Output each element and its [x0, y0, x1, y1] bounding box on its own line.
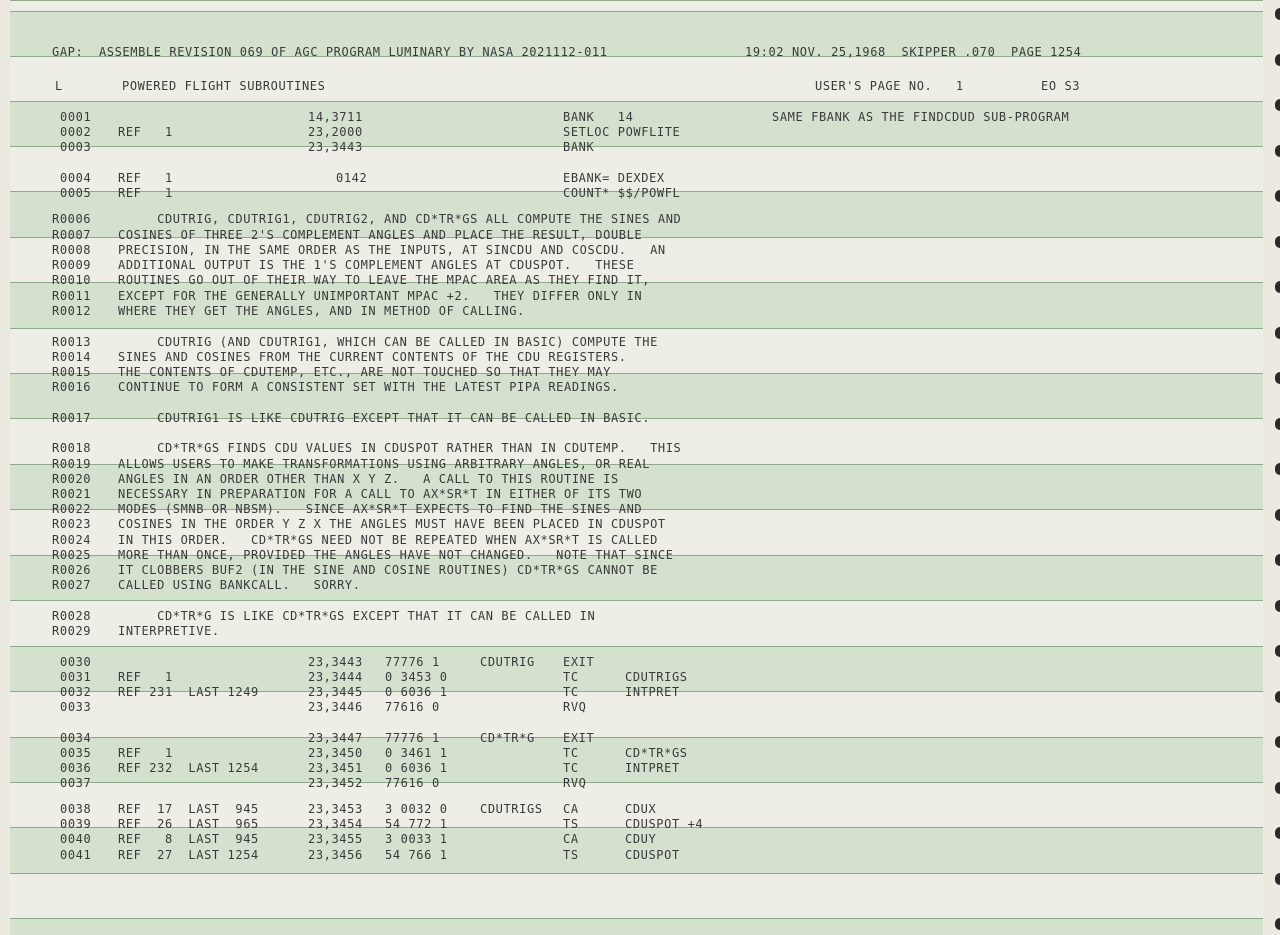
line-addr: 23,3445 — [308, 685, 363, 699]
band-rule — [10, 646, 1263, 647]
remark-line — [0, 335, 1280, 350]
line-word: 54 766 1 — [385, 848, 448, 862]
line-word: 77616 0 — [385, 700, 440, 714]
line-word: 77616 0 — [385, 776, 440, 790]
line-text: CD*TR*GS FINDS CDU VALUES IN CDUSPOT RATHER THAN IN CDUTEMP. THIS — [118, 441, 682, 455]
listing-marker: L — [55, 79, 63, 93]
line-word: 77776 1 — [385, 655, 440, 669]
remark-line — [0, 350, 1280, 365]
remark-line — [0, 365, 1280, 380]
line-num: R0009 — [52, 258, 92, 272]
line-text: MORE THAN ONCE, PROVIDED THE ANGLES HAVE NOT CHANGED. NOTE THAT SINCE — [118, 548, 674, 562]
line-text: IN THIS ORDER. CD*TR*GS NEED NOT BE REPEATED WHEN AX*SR*T IS CALLED — [118, 533, 658, 547]
line-word: 3 0032 0 — [385, 802, 448, 816]
line-addr: 23,3446 — [308, 700, 363, 714]
feed-hole — [1275, 873, 1280, 885]
header-left: GAP: ASSEMBLE REVISION 069 OF AGC PROGRAM LUMINARY BY NASA 2021112-011 — [52, 45, 608, 59]
remark-line — [0, 289, 1280, 304]
line-num: R0011 — [52, 289, 92, 303]
line-text: IT CLOBBERS BUF2 (IN THE SINE AND COSINE ROUTINES) CD*TR*GS CANNOT BE — [118, 563, 658, 577]
line-num: R0022 — [52, 502, 92, 516]
line-addr: 23,3453 — [308, 802, 363, 816]
line-num: 0041 — [60, 848, 92, 862]
remark-line — [0, 548, 1280, 563]
remark-line — [0, 563, 1280, 578]
code-line — [0, 655, 1280, 670]
line-num: 0030 — [60, 655, 92, 669]
line-num: R0021 — [52, 487, 92, 501]
code-line — [0, 746, 1280, 761]
header-line — [0, 45, 1280, 60]
line-opcode: CA — [563, 832, 579, 846]
line-addr: 14,3711 — [308, 110, 363, 124]
line-operand: CD*TR*GS — [625, 746, 688, 760]
line-ref: REF 1 — [118, 746, 173, 760]
code-line — [0, 670, 1280, 685]
code-line — [0, 171, 1280, 186]
line-text: ALLOWS USERS TO MAKE TRANSFORMATIONS USING ARBITRARY ANGLES, OR REAL — [118, 457, 651, 471]
line-opcode: SETLOC POWFLITE — [563, 125, 681, 139]
code-line — [0, 817, 1280, 832]
subheader-line — [0, 79, 1280, 94]
line-num: R0008 — [52, 243, 92, 257]
band-rule — [10, 328, 1263, 329]
line-text: COSINES OF THREE 2'S COMPLEMENT ANGLES AND PLACE THE RESULT, DOUBLE — [118, 228, 643, 242]
remark-line — [0, 609, 1280, 624]
line-num: 0031 — [60, 670, 92, 684]
band-rule — [10, 873, 1263, 874]
line-operand: INTPRET — [625, 761, 680, 775]
remark-line — [0, 411, 1280, 426]
paper-band — [10, 918, 1263, 935]
line-text: EXCEPT FOR THE GENERALLY UNIMPORTANT MPAC +2. THEY DIFFER ONLY IN — [118, 289, 643, 303]
remark-line — [0, 243, 1280, 258]
line-num: R0013 — [52, 335, 92, 349]
line-text: ROUTINES GO OUT OF THEIR WAY TO LEAVE THE MPAC AREA AS THEY FIND IT, — [118, 273, 651, 287]
line-num: R0024 — [52, 533, 92, 547]
line-addr: 23,3443 — [308, 655, 363, 669]
line-num: R0017 — [52, 411, 92, 425]
code-line — [0, 125, 1280, 140]
line-text: CONTINUE TO FORM A CONSISTENT SET WITH THE LATEST PIPA READINGS. — [118, 380, 619, 394]
line-num: R0006 — [52, 212, 92, 226]
line-ref: REF 27 LAST 1254 — [118, 848, 259, 862]
line-label: CDUTRIGS — [480, 802, 543, 816]
remark-line — [0, 273, 1280, 288]
feed-hole — [1275, 8, 1280, 20]
band-rule — [10, 918, 1263, 919]
section-title: POWERED FLIGHT SUBROUTINES — [122, 79, 326, 93]
remark-line — [0, 228, 1280, 243]
line-text: CDUTRIG1 IS LIKE CDUTRIG EXCEPT THAT IT CAN BE CALLED IN BASIC. — [118, 411, 651, 425]
line-opcode: RVQ — [563, 776, 587, 790]
code-line — [0, 731, 1280, 746]
line-label: CD*TR*G — [480, 731, 535, 745]
line-num: R0015 — [52, 365, 92, 379]
line-addr: 23,3456 — [308, 848, 363, 862]
code-line — [0, 761, 1280, 776]
line-addr: 23,2000 — [308, 125, 363, 139]
line-addr: 23,3447 — [308, 731, 363, 745]
line-opcode: TC — [563, 746, 579, 760]
paper-band — [10, 873, 1263, 918]
band-rule — [10, 600, 1263, 601]
line-opcode: TS — [563, 817, 579, 831]
line-num: R0025 — [52, 548, 92, 562]
line-opcode: EXIT — [563, 655, 595, 669]
remark-line — [0, 517, 1280, 532]
band-rule — [10, 11, 1263, 12]
line-text: CD*TR*G IS LIKE CD*TR*GS EXCEPT THAT IT CAN BE CALLED IN — [118, 609, 596, 623]
line-num: 0039 — [60, 817, 92, 831]
feed-hole — [1275, 918, 1280, 930]
line-ref: REF 231 LAST 1249 — [118, 685, 259, 699]
remark-line — [0, 487, 1280, 502]
line-text: COSINES IN THE ORDER Y Z X THE ANGLES MUST HAVE BEEN PLACED IN CDUSPOT — [118, 517, 666, 531]
line-text: ANGLES IN AN ORDER OTHER THAN X Y Z. A CALL TO THIS ROUTINE IS — [118, 472, 619, 486]
line-addr: 23,3443 — [308, 140, 363, 154]
line-word: 0 3453 0 — [385, 670, 448, 684]
line-ref: REF 17 LAST 945 — [118, 802, 259, 816]
remark-line — [0, 441, 1280, 456]
line-opcode: BANK 14 — [563, 110, 634, 124]
code-line — [0, 685, 1280, 700]
line-addr: 23,3444 — [308, 670, 363, 684]
code-line — [0, 110, 1280, 125]
line-ref: REF 1 — [118, 670, 173, 684]
line-num: R0020 — [52, 472, 92, 486]
remark-line — [0, 304, 1280, 319]
line-num: R0010 — [52, 273, 92, 287]
line-word: 3 0033 1 — [385, 832, 448, 846]
line-text: CDUTRIG, CDUTRIG1, CDUTRIG2, AND CD*TR*GS ALL COMPUTE THE SINES AND — [118, 212, 682, 226]
remark-line — [0, 258, 1280, 273]
remark-line — [0, 624, 1280, 639]
code-line — [0, 848, 1280, 863]
line-num: 0037 — [60, 776, 92, 790]
line-num: R0023 — [52, 517, 92, 531]
line-num: R0028 — [52, 609, 92, 623]
line-opcode: RVQ — [563, 700, 587, 714]
line-num: 0038 — [60, 802, 92, 816]
line-word: 77776 1 — [385, 731, 440, 745]
line-text: SINES AND COSINES FROM THE CURRENT CONTENTS OF THE CDU REGISTERS. — [118, 350, 627, 364]
line-num: 0004 — [60, 171, 92, 185]
code-line — [0, 802, 1280, 817]
paper-band — [10, 0, 1263, 11]
line-num: R0018 — [52, 441, 92, 455]
line-text: WHERE THEY GET THE ANGLES, AND IN METHOD OF CALLING. — [118, 304, 525, 318]
line-num: 0036 — [60, 761, 92, 775]
line-ref: REF 26 LAST 965 — [118, 817, 259, 831]
line-text: THE CONTENTS OF CDUTEMP, ETC., ARE NOT TOUCHED SO THAT THEY MAY — [118, 365, 611, 379]
line-word: 0 6036 1 — [385, 685, 448, 699]
remark-line — [0, 380, 1280, 395]
line-opcode: EBANK= DEXDEX — [563, 171, 665, 185]
line-text: CDUTRIG (AND CDUTRIG1, WHICH CAN BE CALLED IN BASIC) COMPUTE THE — [118, 335, 658, 349]
remark-line — [0, 502, 1280, 517]
remark-line — [0, 578, 1280, 593]
line-opcode: COUNT* $$/POWFL — [563, 186, 681, 200]
band-rule — [10, 101, 1263, 102]
line-opcode: TC — [563, 761, 579, 775]
line-ref: REF 232 LAST 1254 — [118, 761, 259, 775]
line-num: 0033 — [60, 700, 92, 714]
line-num: 0035 — [60, 746, 92, 760]
remark-line — [0, 472, 1280, 487]
line-num: 0001 — [60, 110, 92, 124]
line-ref: REF 1 — [118, 125, 173, 139]
line-num: R0012 — [52, 304, 92, 318]
line-opcode: TC — [563, 685, 579, 699]
code-line — [0, 140, 1280, 155]
line-num: R0029 — [52, 624, 92, 638]
line-opcode: EXIT — [563, 731, 595, 745]
line-num: R0014 — [52, 350, 92, 364]
line-num: R0027 — [52, 578, 92, 592]
line-text: CALLED USING BANKCALL. SORRY. — [118, 578, 361, 592]
line-opcode: TS — [563, 848, 579, 862]
line-opcode: TC — [563, 670, 579, 684]
line-num: R0019 — [52, 457, 92, 471]
line-num: R0016 — [52, 380, 92, 394]
line-ref: REF 1 — [118, 186, 173, 200]
line-text: NECESSARY IN PREPARATION FOR A CALL TO AX*SR*T IN EITHER OF ITS TWO — [118, 487, 643, 501]
line-operand: CDUX — [625, 802, 657, 816]
code-line — [0, 776, 1280, 791]
line-text: MODES (SMNB OR NBSM). SINCE AX*SR*T EXPECTS TO FIND THE SINES AND — [118, 502, 643, 516]
line-addr: 23,3450 — [308, 746, 363, 760]
line-addr: 23,3451 — [308, 761, 363, 775]
line-operand: CDUSPOT — [625, 848, 680, 862]
line-opcode: BANK — [563, 140, 595, 154]
line-num: 0003 — [60, 140, 92, 154]
line-ref: REF 8 LAST 945 — [118, 832, 259, 846]
line-operand: CDUY — [625, 832, 657, 846]
line-num: R0026 — [52, 563, 92, 577]
line-num: 0032 — [60, 685, 92, 699]
users-page-number: USER'S PAGE NO. 1 — [815, 79, 964, 93]
line-addr: 23,3452 — [308, 776, 363, 790]
code-line — [0, 700, 1280, 715]
line-text: INTERPRETIVE. — [118, 624, 220, 638]
code-line — [0, 832, 1280, 847]
line-num: 0034 — [60, 731, 92, 745]
remark-line — [0, 212, 1280, 227]
line-text: ADDITIONAL OUTPUT IS THE 1'S COMPLEMENT ANGLES AT CDUSPOT. THESE — [118, 258, 635, 272]
listing-code: EO S3 — [1041, 79, 1081, 93]
line-word: 0 6036 1 — [385, 761, 448, 775]
line-num: 0005 — [60, 186, 92, 200]
remark-line — [0, 457, 1280, 472]
line-operand: CDUSPOT +4 — [625, 817, 704, 831]
line-text: PRECISION, IN THE SAME ORDER AS THE INPUTS, AT SINCDU AND COSCDU. AN — [118, 243, 666, 257]
line-opcode: CA — [563, 802, 579, 816]
line-addr: 23,3454 — [308, 817, 363, 831]
line-ref: REF 1 — [118, 171, 173, 185]
line-addr: 23,3455 — [308, 832, 363, 846]
line-num: 0040 — [60, 832, 92, 846]
band-rule — [10, 0, 1263, 1]
line-comment: SAME FBANK AS THE FINDCDUD SUB-PROGRAM — [772, 110, 1070, 124]
line-num: 0002 — [60, 125, 92, 139]
code-line — [0, 186, 1280, 201]
line-addr: 0142 — [336, 171, 368, 185]
line-label: CDUTRIG — [480, 655, 535, 669]
header-right: 19:02 NOV. 25,1968 SKIPPER .070 PAGE 1254 — [745, 45, 1082, 59]
line-operand: INTPRET — [625, 685, 680, 699]
line-operand: CDUTRIGS — [625, 670, 688, 684]
line-word: 54 772 1 — [385, 817, 448, 831]
line-num: R0007 — [52, 228, 92, 242]
line-word: 0 3461 1 — [385, 746, 448, 760]
remark-line — [0, 533, 1280, 548]
